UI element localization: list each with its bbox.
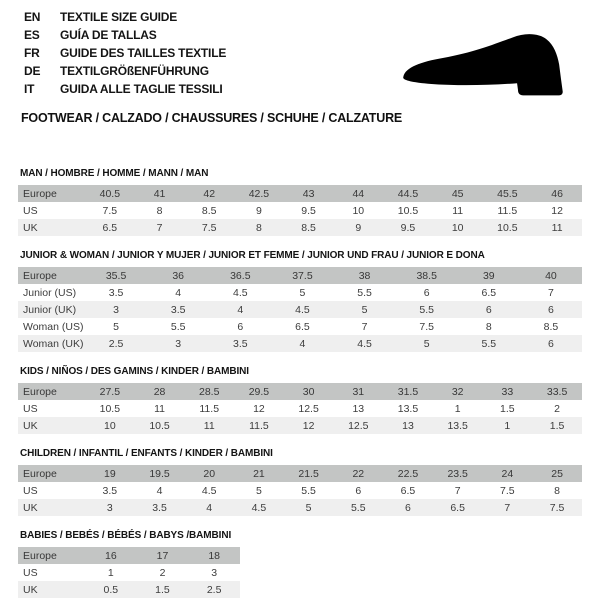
size-cell: 8 — [554, 484, 561, 497]
size-cell: 44 — [333, 185, 383, 202]
size-cell: 11.5 — [497, 204, 518, 217]
size-cell: 12.5 — [298, 402, 319, 415]
size-cell: 10.5 — [135, 417, 185, 434]
row-label: US — [23, 566, 38, 579]
size-cell: 1 — [483, 417, 533, 434]
size-cell: 4.5 — [271, 301, 333, 318]
size-cell: 8 — [156, 204, 163, 217]
size-cell: 35.5 — [85, 267, 147, 284]
size-cell: 28.5 — [184, 383, 234, 400]
size-cell: 11.5 — [199, 402, 220, 415]
row-label: UK — [18, 219, 85, 236]
language-code: DE — [24, 64, 41, 78]
language-label: GUIDE DES TAILLES TEXTILE — [60, 46, 227, 60]
size-cell: 29.5 — [234, 383, 284, 400]
size-cell: 33.5 — [532, 383, 582, 400]
size-cell: 0.5 — [85, 581, 137, 598]
size-cell: 4 — [209, 301, 271, 318]
size-cell: 1.5 — [532, 417, 582, 434]
size-cell: 5 — [113, 320, 119, 333]
size-cell: 5 — [255, 484, 262, 497]
size-cell: 6 — [237, 320, 244, 333]
language-row — [24, 80, 226, 98]
row-label: UK — [18, 581, 85, 598]
size-cell: 5.5 — [357, 286, 372, 299]
table-row — [18, 267, 582, 284]
language-row — [24, 26, 226, 44]
size-cell: 39 — [458, 267, 520, 284]
size-cell: 19 — [85, 465, 135, 482]
size-cell: 2.5 — [85, 335, 147, 352]
size-cell: 9.5 — [383, 219, 433, 236]
size-cell: 7.5 — [184, 219, 234, 236]
table-row — [18, 301, 582, 318]
language-row — [24, 62, 226, 80]
size-table-title: KIDS / NIÑOS / DES GAMINS / KINDER / BAMBINI — [20, 366, 249, 377]
size-cell: 41 — [135, 185, 185, 202]
size-cell: 6.5 — [481, 286, 497, 299]
size-table-title: BABIES / BEBÉS / BÉBÉS / BABYS /BAMBINI — [20, 530, 232, 541]
size-cell: 6 — [423, 286, 430, 299]
size-cell: 12 — [253, 402, 265, 415]
size-cell: 13.5 — [433, 417, 483, 434]
table-row — [18, 335, 582, 352]
row-label: Woman (US) — [23, 320, 84, 333]
size-cell: 22 — [333, 465, 383, 482]
size-table-section — [18, 529, 582, 598]
size-cell: 22.5 — [383, 465, 433, 482]
size-cell: 7.5 — [102, 204, 118, 217]
size-cell: 32 — [433, 383, 483, 400]
size-cell: 36.5 — [209, 267, 271, 284]
size-cell: 1 — [454, 402, 461, 415]
table-row — [18, 284, 582, 301]
row-label: US — [23, 402, 38, 415]
size-cell: 30 — [284, 383, 334, 400]
table-row — [18, 219, 582, 236]
size-cell: 5.5 — [333, 499, 383, 516]
size-cell: 2.5 — [188, 581, 240, 598]
size-cell: 6 — [355, 484, 362, 497]
size-cell: 6.5 — [433, 499, 483, 516]
size-cell: 8.5 — [284, 219, 334, 236]
size-cell: 11 — [184, 417, 234, 434]
table-row — [18, 185, 582, 202]
size-cell: 1 — [107, 566, 114, 579]
size-cell: 7 — [361, 320, 368, 333]
size-cell: 25 — [532, 465, 582, 482]
size-cell: 40 — [520, 267, 582, 284]
size-cell: 6 — [520, 301, 582, 318]
size-table — [18, 267, 582, 352]
size-cell: 36 — [147, 267, 209, 284]
size-cell: 10.5 — [99, 402, 121, 415]
size-cell: 10.5 — [483, 219, 533, 236]
table-row — [18, 564, 240, 581]
size-cell: 10 — [85, 417, 135, 434]
size-cell: 33 — [483, 383, 533, 400]
size-cell: 45.5 — [483, 185, 533, 202]
size-cell: 2 — [159, 566, 166, 579]
size-cell: 7 — [483, 499, 533, 516]
size-cell: 5.5 — [458, 335, 520, 352]
size-cell: 7 — [548, 286, 554, 299]
size-cell: 24 — [483, 465, 533, 482]
size-cell: 45 — [433, 185, 483, 202]
size-cell: 3 — [211, 566, 218, 579]
size-cell: 31 — [333, 383, 383, 400]
size-cell: 9 — [255, 204, 262, 217]
size-cell: 19.5 — [135, 465, 185, 482]
size-cell: 6.5 — [400, 484, 416, 497]
language-row — [24, 44, 226, 62]
size-cell: 31.5 — [383, 383, 433, 400]
size-cell: 10 — [433, 219, 483, 236]
size-cell: 3.5 — [135, 499, 185, 516]
size-table-section — [18, 167, 582, 236]
size-cell: 3.5 — [147, 301, 209, 318]
language-label: GUÍA DE TALLAS — [60, 28, 157, 42]
row-label: US — [23, 484, 38, 497]
size-tables — [18, 167, 582, 600]
size-cell: 10.5 — [397, 204, 419, 217]
size-cell: 46 — [532, 185, 582, 202]
table-row — [18, 547, 240, 564]
size-cell: 11 — [452, 204, 464, 217]
size-cell: 13.5 — [397, 402, 419, 415]
size-table — [18, 383, 582, 434]
size-cell: 3 — [85, 301, 147, 318]
size-cell: 12 — [551, 204, 563, 217]
size-cell: 5.5 — [170, 320, 186, 333]
size-cell: 27.5 — [85, 383, 135, 400]
size-cell: 6 — [520, 335, 582, 352]
size-cell: 4 — [156, 484, 163, 497]
size-cell: 3.5 — [102, 484, 118, 497]
table-row — [18, 318, 582, 335]
size-cell: 4.5 — [334, 335, 396, 352]
language-code: FR — [24, 46, 40, 60]
size-cell: 42.5 — [234, 185, 284, 202]
size-cell: 8.5 — [543, 320, 559, 333]
size-cell: 12 — [284, 417, 334, 434]
size-cell: 6 — [458, 301, 520, 318]
row-label: Junior (UK) — [18, 301, 85, 318]
size-cell: 4 — [175, 286, 182, 299]
size-cell: 7.5 — [532, 499, 582, 516]
table-row — [18, 465, 582, 482]
size-cell: 44.5 — [383, 185, 433, 202]
size-cell: 6 — [383, 499, 433, 516]
size-cell: 43 — [284, 185, 334, 202]
size-cell: 21 — [234, 465, 284, 482]
size-cell: 5.5 — [301, 484, 316, 497]
row-label: Europe — [18, 267, 85, 284]
size-cell: 20 — [184, 465, 234, 482]
size-cell: 23.5 — [433, 465, 483, 482]
language-label: GUIDA ALLE TAGLIE TESSILI — [60, 82, 223, 96]
size-cell: 2 — [554, 402, 561, 415]
size-cell: 21.5 — [284, 465, 334, 482]
table-row — [18, 400, 582, 417]
row-label: UK — [18, 417, 85, 434]
size-table-title: JUNIOR & WOMAN / JUNIOR Y MUJER / JUNIOR ET FEMME / JUNIOR UND FRAU / JUNIOR E DONA — [20, 250, 485, 261]
size-cell: 38.5 — [396, 267, 458, 284]
size-cell: 4 — [184, 499, 234, 516]
size-cell: 12.5 — [333, 417, 383, 434]
size-table — [18, 465, 582, 516]
row-label: Europe — [18, 383, 85, 400]
size-cell: 4.5 — [201, 484, 217, 497]
language-code: ES — [24, 28, 40, 42]
size-cell: 11.5 — [234, 417, 284, 434]
table-row — [18, 417, 582, 434]
size-cell: 17 — [137, 547, 189, 564]
size-table-title: MAN / HOMBRE / HOMME / MANN / MAN — [20, 168, 209, 179]
size-cell: 38 — [334, 267, 396, 284]
language-list — [24, 8, 226, 98]
row-label: Europe — [18, 185, 85, 202]
size-cell: 18 — [188, 547, 240, 564]
size-cell: 5 — [396, 335, 458, 352]
size-table-title: CHILDREN / INFANTIL / ENFANTS / KINDER / BAMBINI — [20, 448, 273, 459]
size-table-section — [18, 447, 582, 516]
size-cell: 1.5 — [137, 581, 189, 598]
language-row — [24, 8, 226, 26]
table-row — [18, 499, 582, 516]
table-row — [18, 482, 582, 499]
size-cell: 16 — [85, 547, 137, 564]
size-cell: 28 — [135, 383, 185, 400]
size-cell: 3.5 — [209, 335, 271, 352]
dress-shoe-icon — [398, 30, 586, 100]
size-cell: 11 — [532, 219, 582, 236]
size-cell: 5 — [334, 301, 396, 318]
size-cell: 3.5 — [108, 286, 124, 299]
size-cell: 8 — [234, 219, 284, 236]
language-label: TEXTILGRÖßENFÜHRUNG — [60, 64, 209, 78]
size-cell: 6.5 — [85, 219, 135, 236]
language-code: IT — [24, 82, 35, 96]
size-table-section — [18, 365, 582, 434]
size-table — [18, 185, 582, 236]
size-cell: 40.5 — [85, 185, 135, 202]
size-table-section — [18, 249, 582, 352]
size-cell: 9 — [333, 219, 383, 236]
size-cell: 1.5 — [500, 402, 515, 415]
row-label: US — [23, 204, 38, 217]
row-label: Europe — [18, 547, 85, 564]
size-cell: 6.5 — [295, 320, 310, 333]
size-cell: 7.5 — [500, 484, 515, 497]
size-cell: 13 — [352, 402, 365, 415]
size-cell: 4.5 — [234, 499, 284, 516]
size-cell: 3 — [85, 499, 135, 516]
size-table — [18, 547, 240, 598]
row-label: Woman (UK) — [18, 335, 85, 352]
size-cell: 10 — [352, 204, 365, 217]
size-cell: 11 — [154, 402, 165, 415]
row-label: Junior (US) — [23, 286, 77, 299]
size-cell: 5 — [299, 286, 306, 299]
category-title: FOOTWEAR / CALZADO / CHAUSSURES / SCHUHE / CALZATURE — [21, 111, 403, 125]
size-cell: 7 — [135, 219, 185, 236]
table-row — [18, 383, 582, 400]
size-cell: 3 — [147, 335, 209, 352]
size-cell: 8.5 — [201, 204, 217, 217]
size-cell: 4.5 — [233, 286, 248, 299]
table-row — [18, 202, 582, 219]
size-cell: 5 — [284, 499, 334, 516]
row-label: Europe — [18, 465, 85, 482]
language-label: TEXTILE SIZE GUIDE — [60, 10, 178, 24]
size-cell: 7 — [454, 484, 461, 497]
size-cell: 9.5 — [301, 204, 316, 217]
size-cell: 5.5 — [396, 301, 458, 318]
size-cell: 37.5 — [271, 267, 333, 284]
size-cell: 7.5 — [419, 320, 434, 333]
language-code: EN — [24, 10, 41, 24]
size-cell: 13 — [383, 417, 433, 434]
table-row — [18, 581, 240, 598]
size-cell: 8 — [485, 320, 492, 333]
size-cell: 42 — [184, 185, 234, 202]
row-label: UK — [18, 499, 85, 516]
size-cell: 4 — [271, 335, 333, 352]
